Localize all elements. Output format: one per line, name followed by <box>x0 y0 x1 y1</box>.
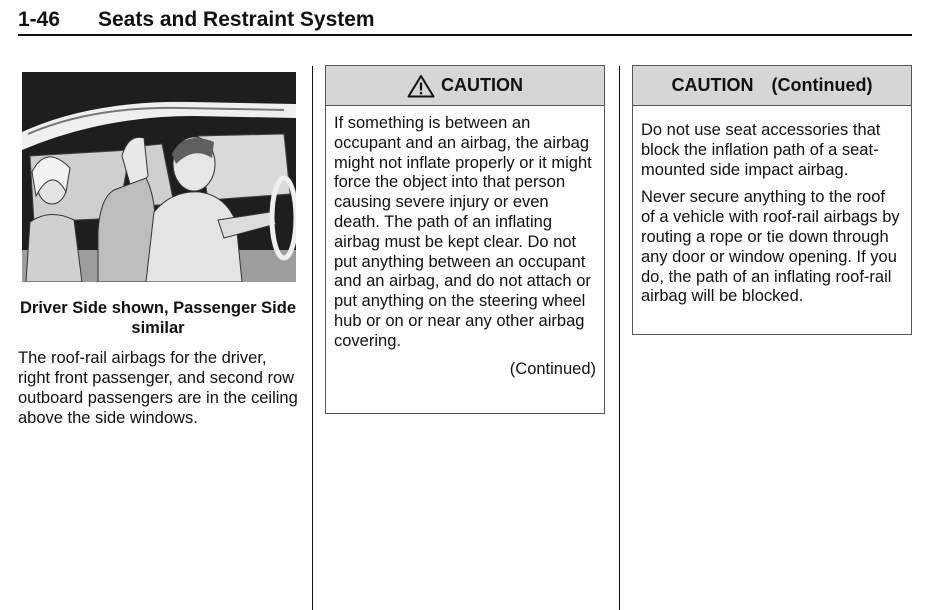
caution-continued-body <box>633 106 911 307</box>
roof-securing-warning: Never secure anything to the roof of a vehicle with roof-rail airbags by routing a rope or tie down through any door or window opening. If you do, the path of an inflating roof-rail airbag will be blocked. <box>641 188 900 306</box>
caution-header <box>326 66 604 106</box>
airbag-illustration <box>22 72 296 282</box>
caution-continued-header <box>633 66 911 106</box>
caution-continued-title: CAUTION <box>671 75 754 95</box>
header-rule <box>18 34 912 36</box>
caution-title: CAUTION <box>441 75 523 95</box>
car-interior-drawing <box>22 72 296 282</box>
illustration-caption: Driver Side shown, Passenger Side similar <box>19 299 297 337</box>
caution-body <box>326 106 604 379</box>
warning-triangle-icon <box>407 74 435 98</box>
continued-label: (Continued) <box>509 359 596 378</box>
roof-rail-airbag-text: The roof-rail airbags for the driver, right front passenger, and second row outboard passengers are in the ceiling above the side windows. <box>18 349 298 427</box>
seat-accessories-warning: Do not use seat accessories that block the inflation path of a seat-mounted side impact airbag. <box>641 121 881 179</box>
caution-box <box>325 65 605 414</box>
page-number: 1-46 <box>18 8 61 31</box>
column-divider-right <box>619 66 620 610</box>
column-divider-left <box>312 66 313 610</box>
caution-continued-box <box>632 65 912 335</box>
page-title: Seats and Restraint System <box>98 8 375 31</box>
caution-continued-suffix: (Continued) <box>771 75 873 95</box>
caution-text: If something is between an occupant and an airbag, the airbag might not inflate properly or it might force the object into that person causing severe injury or even death. The path of an inflating airbag must be kept clear. Do not put anything between an occupant and an airbag, and do not attach or put anything on the steering wheel hub or on or near any other airbag covering. <box>334 114 592 350</box>
page-header <box>18 8 912 36</box>
